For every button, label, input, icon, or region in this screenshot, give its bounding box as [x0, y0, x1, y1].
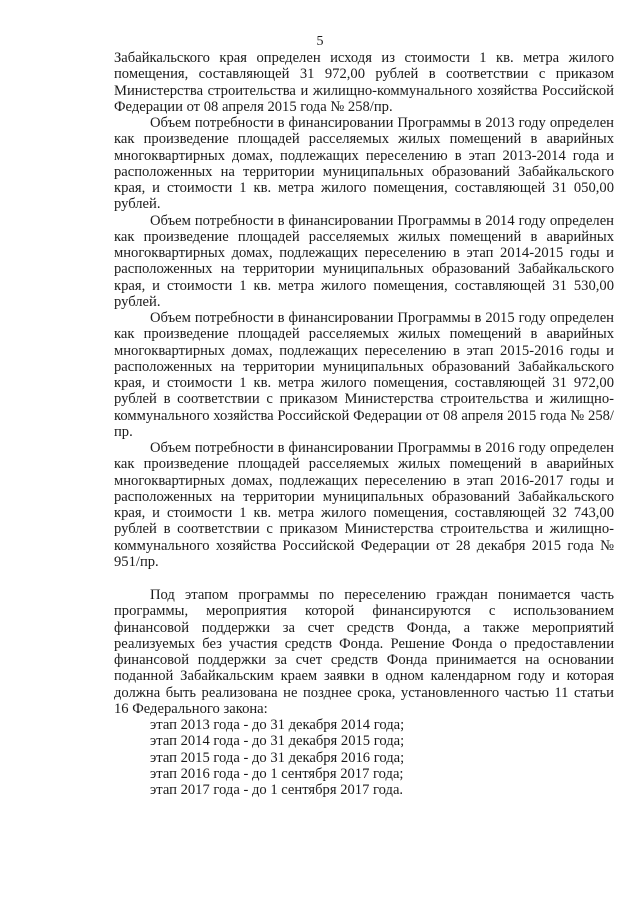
stage-deadline-item: этап 2016 года - до 1 сентября 2017 года;: [150, 765, 404, 782]
paragraph-2014-funding: Объем потребности в финансировании Программы в 2014 году определен как произведение площадей расселяемых жилых помещений в аварийных многоквартирных домах, подлежащих переселению в этап 2014-2015 годы и расположенных на территории муниципальных образований Забайкальского края, и стоимости 1 кв. метра жилого помещения, составляющей 31 530,00 рублей.: [114, 212, 614, 310]
stage-deadline-item: этап 2017 года - до 1 сентября 2017 года.: [150, 782, 404, 798]
document-body: [114, 50, 614, 798]
paragraph-continuation: Забайкальского края определен исходя из стоимости 1 кв. метра жилого помещения, составляющей 31 972,00 рублей в соответствии с приказом Министерства строительства и жилищно-коммунального хозяйства Российской Федерации от 08 апреля 2015 года № 258/пр.: [114, 50, 614, 115]
stage-deadline-item: этап 2014 года - до 31 декабря 2015 года;: [150, 733, 405, 750]
stage-deadline-item: этап 2015 года - до 31 декабря 2016 года;: [150, 749, 405, 766]
paragraph-2013-funding: Объем потребности в финансировании Программы в 2013 году определен как произведение площадей расселяемых жилых помещений в аварийных многоквартирных домах, подлежащих переселению в этап 2013-2014 года и расположенных на территории муниципальных образований Забайкальского края, и стоимости 1 кв. метра жилого помещения, составляющей 31 050,00 рублей.: [114, 115, 614, 213]
stage-deadline-item: этап 2013 года - до 31 декабря 2014 года;: [150, 717, 405, 733]
page-number: 5: [316, 34, 324, 49]
paragraph-2015-funding: Объем потребности в финансировании Программы в 2015 году определен как произведение площадей расселяемых жилых помещений в аварийных многоквартирных домах, подлежащих переселению в этап 2015-2016 годы и расположенных на территории муниципальных образований Забайкальского края, и стоимости 1 кв. метра жилого помещения, составляющей 31 972,00 рублей в соответствии с приказом Министерства строительства и жилищно-коммунального хозяйства Российской Федерации от 08 апреля 2015 года № 258/пр.: [114, 310, 614, 440]
stage-deadline-list: [114, 717, 614, 798]
paragraph-2016-funding: Объем потребности в финансировании Программы в 2016 году определен как произведение площадей расселяемых жилых помещений в аварийных многоквартирных домах, подлежащих переселению в этап 2016-2017 годы и расположенных на территории муниципальных образований Забайкальского края, и стоимости 1 кв. метра жилого помещения, составляющей 32 743,00 рублей в соответствии с приказом Министерства строительства и жилищно-коммунального хозяйства Российской Федерации от 28 декабря 2015 года № 951/пр.: [114, 440, 614, 570]
paragraph-program-stage-definition: Под этапом программы по переселению граждан понимается часть программы, мероприятия которой финансируются с использованием финансовой поддержки за счет средств Фонда, а также мероприятий реализуемых без участия средств Фонда. Решение Фонда о предоставлении финансовой поддержки за счет средств Фонда принимается на основании поданной Забайкальским краем заявки в одном календарном году и которая должна быть реализована не позднее срока, установленного частью 11 статьи 16 Федерального закона:: [114, 587, 614, 717]
